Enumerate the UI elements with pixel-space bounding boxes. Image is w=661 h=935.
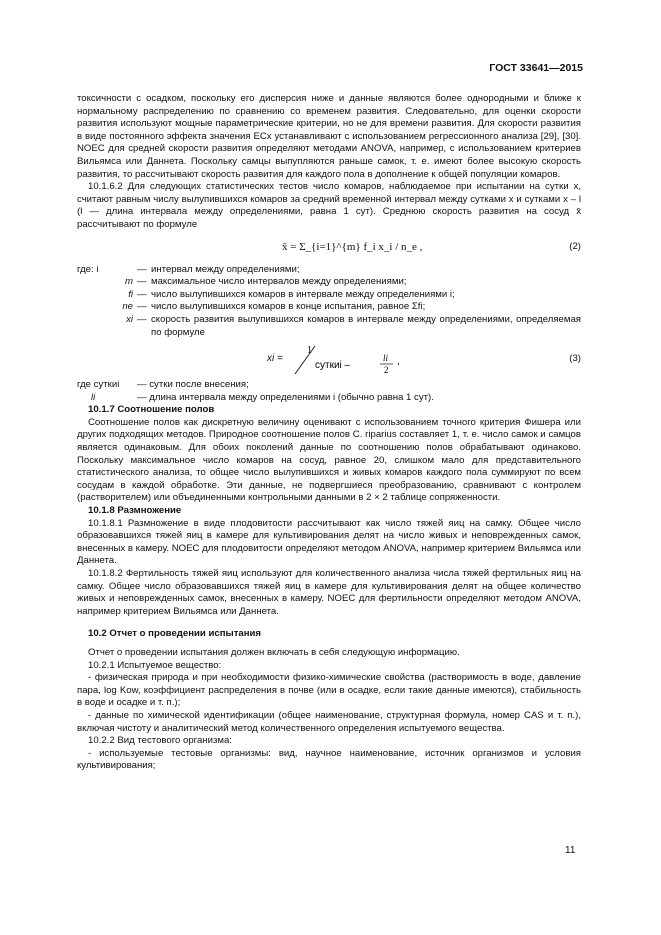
definitions-list bbox=[77, 264, 581, 340]
definition-item: m — максимальное число интервалов между определениями; bbox=[77, 276, 581, 289]
paragraph: 10.1.8.2 Фертильность тяжей яиц используют для количественного анализа числа тяжей фертильных яиц на самку. Общее число образовавшихся тяжей яиц в камере для культивирования делят на общее количество живых и неповрежденных самок, внесенных в камеру. NOEC для фертильности определяют методом ANOVA, например критерием Вильямса или Даннета. bbox=[77, 568, 581, 617]
definition-symbol: li bbox=[91, 391, 96, 403]
document-header: ГОСТ 33641—2015 bbox=[489, 62, 583, 74]
definition-item bbox=[77, 379, 581, 392]
definition-item bbox=[77, 392, 581, 405]
paragraph: 10.2.1 Испытуемое вещество: bbox=[88, 659, 222, 671]
list-item: - используемые тестовые организмы: вид, научное наименование, источник организмов и условия культивирования; bbox=[77, 747, 581, 772]
definition-symbol: xi bbox=[126, 313, 133, 325]
definition-item: где: i — интервал между определениями; bbox=[77, 264, 581, 277]
paragraph: 10.1.6.2 Для следующих статистических тестов число комаров, наблюдаемое при испытании на сутки x, считают равным числу вылупившихся комаров за средний временной интервал между сутками x и сутками x – l (l — длина интервала между определениями, равна 1 сут). Среднюю скорость развития на сосуд x̄ рассчитывают по формуле bbox=[77, 181, 581, 230]
formula-3-fraction bbox=[289, 342, 409, 376]
formula-3-expression bbox=[267, 342, 409, 376]
definition-text: скорость развития вылупившихся комаров в интервале между определениями, определяемая по формуле bbox=[151, 313, 581, 338]
formula-3-frac-bottom: 2 bbox=[383, 365, 389, 376]
definition-item: fi — число вылупившихся комаров в интервале между определениями i; bbox=[77, 289, 581, 302]
definition-item: ne — число вылупившихся комаров в конце испытания, равное Σfi; bbox=[77, 301, 581, 314]
definition-symbol: fi bbox=[128, 288, 133, 300]
page-content bbox=[77, 93, 581, 773]
list-item: - физическая природа и при необходимости физико-химические свойства (растворимость в воде, давление пара, log Kow, коэффициент распределения в почве (или в осадке, если такие данные имеются), стабильность в воде и осадке и т. п.); bbox=[77, 672, 581, 709]
definition-text: максимальное число интервалов между определениями; bbox=[151, 276, 407, 288]
definition-symbol: где: i bbox=[77, 263, 99, 275]
paragraph: 10.2.2 Вид тестового организма: bbox=[88, 735, 232, 747]
definition-text: число вылупившихся комаров в конце испытания, равное Σfi; bbox=[151, 301, 426, 313]
section-heading: 10.1.7 Соотношение полов bbox=[88, 404, 215, 416]
formula-3-lhs: xi = bbox=[267, 352, 283, 364]
formula-2-number: (2) bbox=[569, 241, 581, 253]
paragraph: 10.1.8.1 Размножение в виде плодовитости рассчитывают как число тяжей яиц на самку. Общее число образовавшихся тяжей яиц в камере для культивирования делят на число живых и неповрежденных самок, внесенных в камеру. NOEC для плодовитости определяют методом ANOVA, например критерием Вильямса или Даннета. bbox=[77, 517, 581, 567]
definition-symbol: где суткиi bbox=[77, 379, 120, 391]
section-heading: 10.1.8 Размножение bbox=[88, 505, 182, 517]
paragraph: токсичности с осадком, поскольку его дисперсия ниже и данные являются более однородными и ближе к нормальному распределению по сравнению со временем развития. Следовательно, для оценки скорости развития используют мощные параметрические критерии, но не для времени развития. Для скорости развития в виде постоянного эффекта значения ECx устанавливают с использованием регрессионного анализа [29], [30]. NOEC для средней скорости развития определяют методами ANOVA, например, с использованием критериев Вильямса или Даннета. Поскольку самцы выпупляются раньше самок, т. е. имеют более высокую скорость развития, то рассчитывают скорость развития для каждого пола в дополнение к общей популяции комаров. bbox=[77, 93, 581, 180]
definition-text: — длина интервала между определениями i (обычно равна 1 сут). bbox=[137, 391, 434, 403]
definition-symbol: m bbox=[125, 276, 133, 288]
paragraph: Соотношение полов как дискретную величину оценивают с использованием точного критерия Фишера или других подходящих методов. Природное соотношение полов C. riparius составляет 1, т. е. число самок и самцов является одинаковым. Для обоих поколений данные по соотношению полов обрабатывают одинаково. Поскольку максимальное число комаров на сосуд, равное 20, слишком мало для представительного статистического анализа, то общее число вылупившихся и живых комаров каждого пола суммируют по всем сосудам в каждой обработке. Эти данные, не подвергшиеся преобразованию, сравнивают с контролем (растворителем) или объединенными контрольными данными в 2 × 2 таблице сопряженности. bbox=[77, 416, 581, 504]
definition-item: xi — скорость развития вылупившихся комаров в интервале между определениями, определяемая по формуле bbox=[77, 314, 581, 339]
formula-3-denominator: суткиi – bbox=[314, 360, 350, 372]
paragraph: Отчет о проведении испытания должен включать в себя следующую информацию. bbox=[88, 646, 460, 658]
formula-3-frac-top: li bbox=[382, 353, 388, 364]
formula-2-expression: x̄ = Σ_{i=1}^{m} f_i x_i / n_e , bbox=[282, 241, 423, 254]
definition-symbol: ne bbox=[122, 301, 133, 313]
formula-3-numerator: 1 bbox=[306, 345, 312, 357]
formula-3-number: (3) bbox=[569, 352, 581, 364]
page-number: 11 bbox=[565, 845, 576, 856]
svg-text:,: , bbox=[396, 356, 400, 368]
list-item: - данные по химической идентификации (общее наименование, структурная формула, номер CAS и т. п.), включая чистоту и аналитический метод количественного определения испытуемого вещества. bbox=[77, 709, 581, 734]
definition-text: число вылупившихся комаров в интервале между определениями i; bbox=[151, 288, 455, 300]
formula-3 bbox=[77, 341, 581, 377]
definition-text: — сутки после внесения; bbox=[137, 379, 249, 391]
definition-text: интервал между определениями; bbox=[151, 263, 300, 275]
section-heading: 10.2 Отчет о проведении испытания bbox=[88, 628, 262, 640]
formula-2 bbox=[77, 236, 581, 260]
